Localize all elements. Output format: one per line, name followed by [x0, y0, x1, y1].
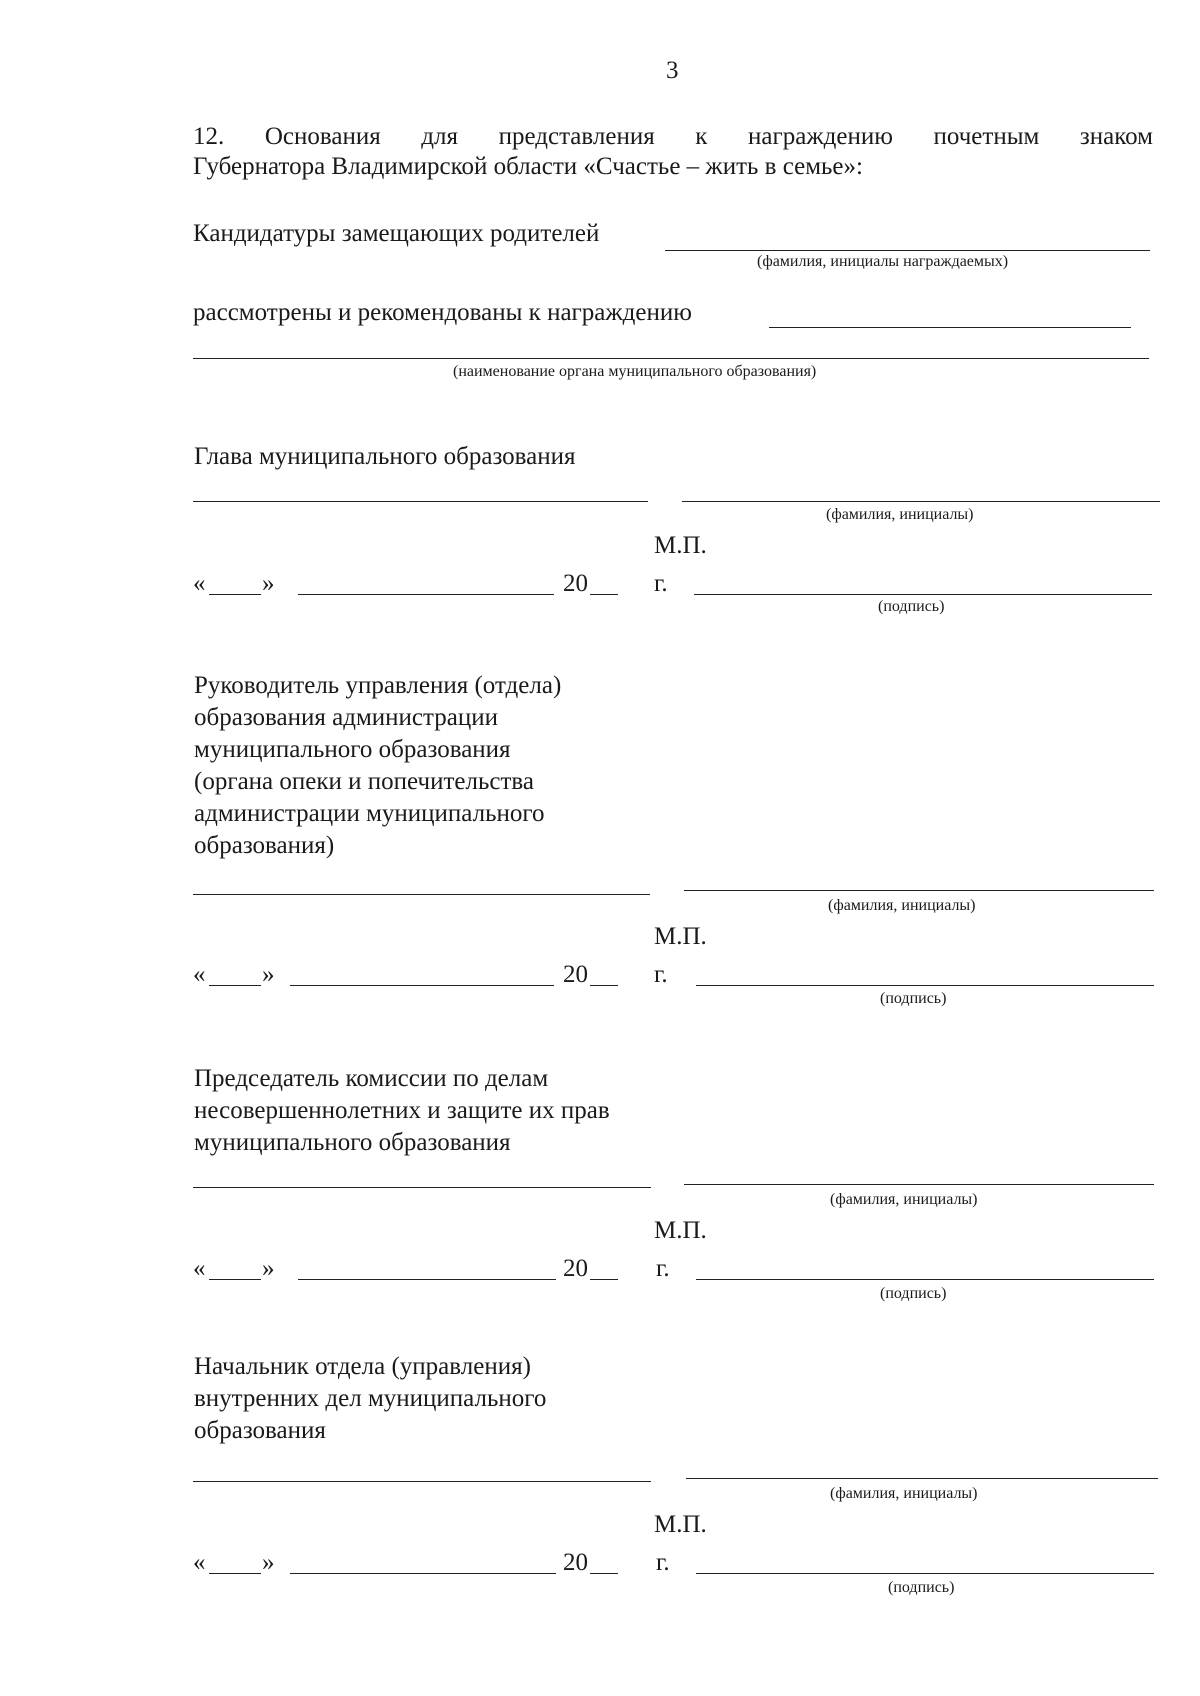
signatory-4-left-line[interactable] [193, 1481, 651, 1482]
signatory-4-quote-open: « [193, 1549, 206, 1576]
signatory-3-name-line[interactable] [684, 1184, 1154, 1185]
signatory-4-signature-caption: (подпись) [888, 1579, 955, 1596]
signatory-1-quote-open: « [193, 570, 206, 597]
candidates-label: Кандидатуры замещающих родителей [193, 220, 600, 247]
signatory-3-quote-close: » [262, 1255, 275, 1282]
signatory-2-title-line: (органа опеки и попечительства [194, 768, 534, 795]
signatory-4-name-caption: (фамилия, инициалы) [830, 1485, 978, 1502]
signatory-2-year-suffix: г. [654, 961, 668, 988]
signatory-2-year-prefix: 20 [563, 961, 588, 988]
signatory-2-signature-line[interactable] [696, 985, 1154, 986]
reviewed-blank-line-1[interactable] [769, 327, 1131, 328]
signatory-2-year-line[interactable] [590, 985, 618, 986]
signatory-1-name-line[interactable] [682, 501, 1160, 502]
signatory-4-quote-close: » [262, 1549, 275, 1576]
signatory-2-stamp: М.П. [654, 923, 707, 950]
signatory-4-day-line[interactable] [209, 1573, 261, 1574]
signatory-2-title [194, 670, 561, 862]
signatory-1-day-line[interactable] [209, 594, 261, 595]
reviewed-blank-line-2[interactable] [193, 358, 1149, 359]
signatory-4-stamp: М.П. [654, 1511, 707, 1538]
signatory-2-month-line[interactable] [290, 985, 554, 986]
section-12-paragraph [193, 122, 1153, 182]
signatory-4-signature-line[interactable] [696, 1573, 1154, 1574]
signatory-2-title-line: образования администрации [194, 704, 498, 731]
signatory-4-month-line[interactable] [290, 1573, 556, 1574]
signatory-1-signature-line[interactable] [694, 594, 1152, 595]
signatory-3-title-line: муниципального образования [194, 1129, 511, 1156]
signatory-1-title-line: Глава муниципального образования [194, 443, 576, 470]
reviewed-label: рассмотрены и рекомендованы к награждению [193, 299, 692, 326]
signatory-3-month-line[interactable] [298, 1279, 556, 1280]
signatory-1-title [194, 441, 576, 473]
signatory-4-title-line: образования [194, 1417, 326, 1444]
signatory-3-title-line: несовершеннолетних и защите их прав [194, 1097, 610, 1124]
signatory-2-title-line: Руководитель управления (отдела) [194, 672, 562, 699]
signatory-1-stamp: М.П. [654, 532, 707, 559]
signatory-3-year-line[interactable] [590, 1279, 618, 1280]
signatory-2-title-line: администрации муниципального [194, 800, 545, 827]
signatory-3-title-line: Председатель комиссии по делам [194, 1065, 549, 1092]
signatory-3-day-line[interactable] [209, 1279, 261, 1280]
signatory-2-left-line[interactable] [193, 894, 650, 895]
page-number: 3 [666, 57, 679, 84]
signatory-4-name-line[interactable] [686, 1478, 1158, 1479]
signatory-2-quote-open: « [193, 961, 206, 988]
signatory-2-quote-close: » [262, 961, 275, 988]
section-12-line-1: 12. Основания для представления к награждению почетным знаком [193, 123, 1153, 150]
reviewed-caption: (наименование органа муниципального образования) [453, 363, 817, 380]
signatory-1-name-caption: (фамилия, инициалы) [826, 506, 974, 523]
signatory-1-year-line[interactable] [590, 594, 618, 595]
signatory-3-signature-caption: (подпись) [880, 1285, 947, 1302]
signatory-2-title-line: муниципального образования [194, 736, 511, 763]
candidates-blank-line[interactable] [665, 250, 1150, 251]
signatory-3-year-prefix: 20 [563, 1255, 588, 1282]
signatory-1-quote-close: » [262, 570, 275, 597]
signatory-3-name-caption: (фамилия, инициалы) [830, 1191, 978, 1208]
signatory-2-day-line[interactable] [209, 985, 261, 986]
signatory-4-title [194, 1351, 546, 1447]
signatory-3-left-line[interactable] [193, 1187, 651, 1188]
signatory-4-title-line: внутренних дел муниципального [194, 1385, 547, 1412]
signatory-1-year-prefix: 20 [563, 570, 588, 597]
signatory-2-name-caption: (фамилия, инициалы) [828, 897, 976, 914]
signatory-2-title-line: образования) [194, 832, 335, 859]
signatory-3-quote-open: « [193, 1255, 206, 1282]
signatory-4-year-suffix: г. [656, 1549, 670, 1576]
signatory-2-signature-caption: (подпись) [880, 990, 947, 1007]
candidates-caption: (фамилия, инициалы награждаемых) [757, 253, 1009, 270]
signatory-4-year-line[interactable] [590, 1573, 618, 1574]
signatory-4-title-line: Начальник отдела (управления) [194, 1353, 531, 1380]
signatory-3-stamp: М.П. [654, 1217, 707, 1244]
signatory-3-title [194, 1063, 610, 1159]
section-12-line-2: Губернатора Владимирской области «Счастье – жить в семье»: [193, 153, 863, 180]
signatory-3-year-suffix: г. [656, 1255, 670, 1282]
signatory-3-signature-line[interactable] [696, 1279, 1154, 1280]
signatory-2-name-line[interactable] [684, 890, 1154, 891]
signatory-1-month-line[interactable] [298, 594, 554, 595]
signatory-1-left-line[interactable] [193, 501, 648, 502]
signatory-1-signature-caption: (подпись) [878, 598, 945, 615]
signatory-4-year-prefix: 20 [563, 1549, 588, 1576]
signatory-1-year-suffix: г. [654, 570, 668, 597]
